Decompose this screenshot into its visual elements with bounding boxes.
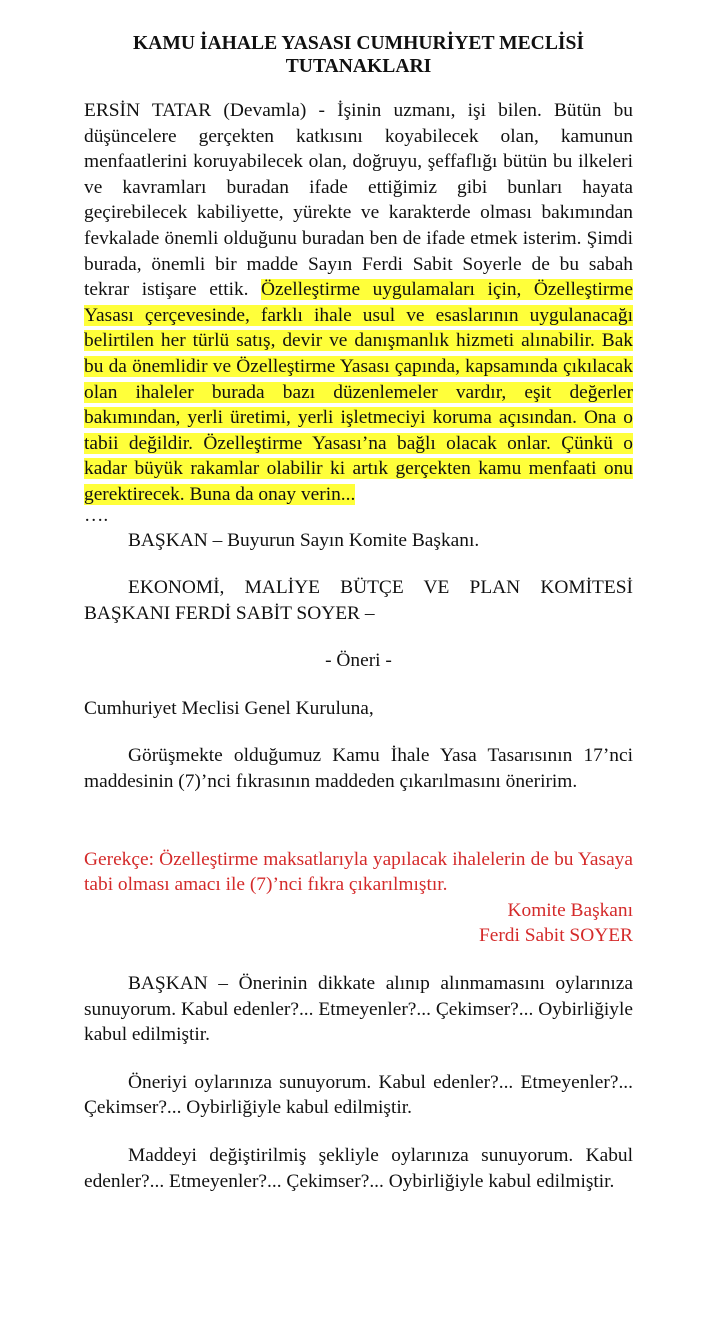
tatar-speech bbox=[84, 98, 633, 508]
document-title bbox=[84, 32, 633, 78]
ellipsis: …. bbox=[84, 504, 109, 526]
gerekce-text: Gerekçe: Özelleştirme maksatlarıyla yapılacak ihalelerin de bu Yasaya tabi olması amacı ile (7)’nci fıkra çıkarılmıştır. bbox=[84, 848, 633, 896]
vote-oneri: Öneriyi oylarınıza sunuyorum. Kabul edenler?... Etmeyenler?... Çekimser?... Oybirliğiyle kabul edilmiştir. bbox=[84, 1071, 633, 1119]
tatar-speech-plain: ERSİN TATAR (Devamla) - İşinin uzmanı, işi bilen. Bütün bu düşüncelere gerçekten katkısını koyabilecek olan, kamunun menfaatlerini koruyabilecek olan, doğruyu, şeffaflığı bütün bu ilkeleri ve kavramları buradan ifade ettiğimiz gibi bunları hayata geçirebilecek kabiliyette, yürekte ve karakterde olması bakımından fevkalade önemli olduğunu buradan ben de ifade etmek isterim. Şimdi burada, önemli bir madde Sayın Ferdi Sabit Soyerle de bu sabah tekrar istişare ettik. bbox=[84, 100, 633, 301]
vote-madde: Maddeyi değiştirilmiş şekliyle oylarınıza sunuyorum. Kabul edenler?... Etmeyenler?... Çekimser?... Oybirliğiyle kabul edilmiştir. bbox=[84, 1145, 633, 1192]
tatar-speech-highlighted: Özelleştirme uygulamaları için, Özelleştirme Yasası çerçevesinde, farklı ihale usul ve esaslarının uygulanacağı belirtilen her türlü satış, devir ve danışmanlık hizmeti alınabilir. Bak bu da önemlidir ve Özelleştirme Yasası çapında, kapsamında çıkılacak olan ihaleler burada bazı düzenlemeler vardır, eşit değerler bakımından, yerli üretimi, yerli işletmeciyi koruma açısından. Ona o tabii değildir. Özelleştirme Yasası’na bağlı olacak onlar. Çünkü o kadar büyük rakamlar olabilir ki artık gerçekten kamu menfaati onu gerektirecek. Buna da onay verin... bbox=[84, 279, 633, 505]
baskan-statement-1: BAŞKAN – Buyurun Sayın Komite Başkanı. bbox=[128, 529, 480, 551]
committee-line-2: BAŞKANI FERDİ SABİT SOYER – bbox=[84, 602, 375, 624]
document-page bbox=[84, 32, 633, 1194]
proposal-text: Görüşmekte olduğumuz Kamu İhale Yasa Tasarısının 17’nci maddesinin (7)’nci fıkrasının maddeden çıkarılmasını öneririm. bbox=[84, 745, 633, 793]
title-line-2: TUTANAKLARI bbox=[285, 56, 432, 77]
signature-name: Ferdi Sabit SOYER bbox=[478, 925, 633, 947]
baskan-statement-2: BAŞKAN – Önerinin dikkate alınıp alınmamasını oylarınıza sunuyorum. Kabul edenler?... Etmeyenler?... Çekimser?... Oybirliğiyle kabul edilmiştir. bbox=[84, 973, 633, 1046]
title-line-1: KAMU İAHALE YASASI CUMHURİYET MECLİSİ bbox=[132, 33, 585, 54]
signature-title: Komite Başkanı bbox=[507, 899, 633, 921]
oneri-heading: - Öneri - bbox=[325, 650, 392, 672]
committee-line-1: EKONOMİ, MALİYE BÜTÇE VE PLAN KOMİTESİ bbox=[128, 577, 633, 599]
addressee: Cumhuriyet Meclisi Genel Kuruluna, bbox=[84, 697, 374, 719]
